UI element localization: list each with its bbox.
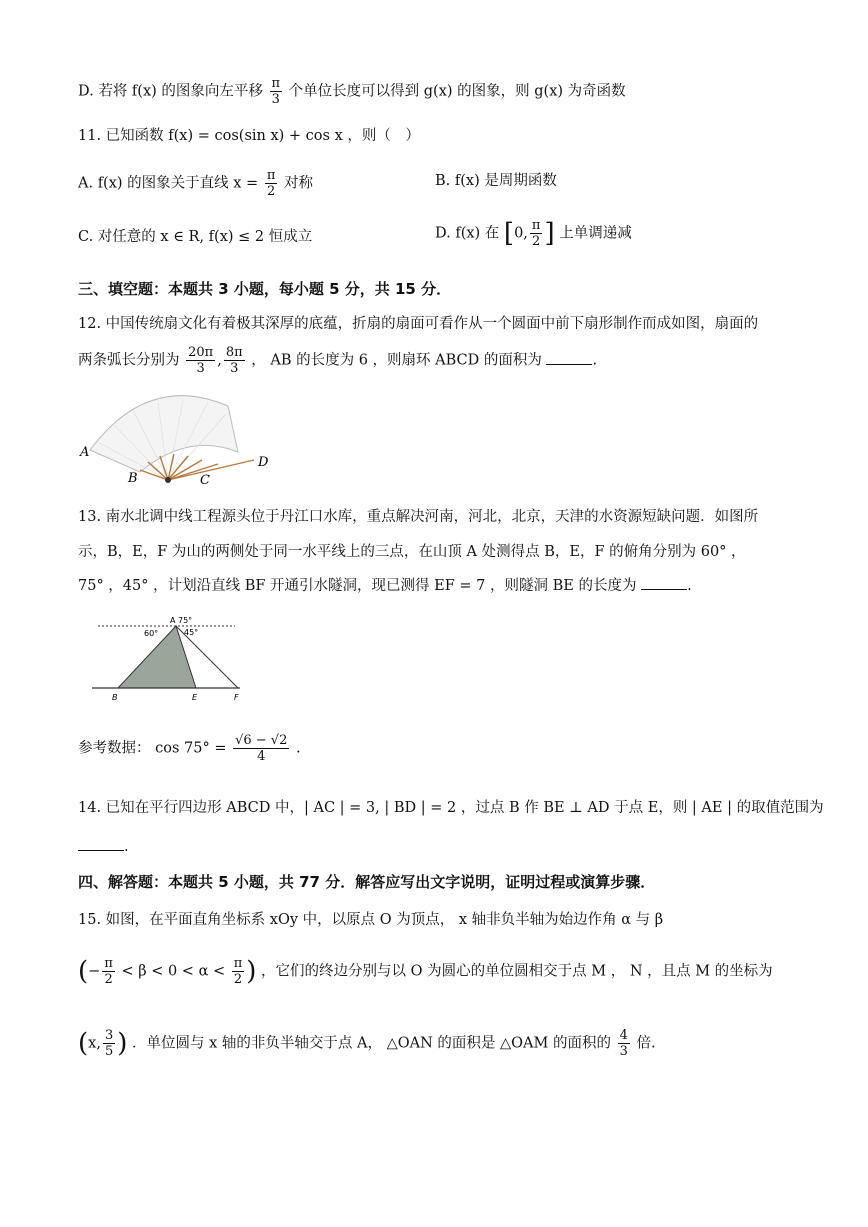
fraction: $\frac{\pi}{2}$ bbox=[266, 168, 276, 199]
q12-line2: 两条弧长分别为 $\frac{20\pi}{3}$ , $\frac{8\pi}{3}$ ， AB 的长度为 6 ，则扇环 ABCD 的面积为 . bbox=[78, 345, 598, 376]
fraction: $\frac{\pi}{2}$ bbox=[233, 956, 243, 987]
q10-d-text-end: 个单位长度可以得到 g(x) 的图象，则 g(x) 为奇函数 bbox=[288, 83, 626, 100]
q14-line1: 14. 已知在平行四边形 ABCD 中，| AC | = 3, | BD | = 2 ，过点 B 作 BE ⊥ AD 于点 E，则 | AE | 的取值范围为 bbox=[78, 800, 824, 816]
fraction: $\frac{\pi}{2}$ bbox=[531, 218, 541, 249]
fraction: $\frac{\pi}{3}$ bbox=[271, 76, 281, 107]
angle-45: 45° bbox=[184, 628, 199, 637]
q11-option-c: C. 对任意的 x ∈ R, f(x) ≤ 2 恒成立 bbox=[78, 229, 313, 245]
q11-stem: 11. 已知函数 f(x) = cos(sin x) + cos x ，则（ ） bbox=[78, 128, 420, 144]
q10-option-d bbox=[78, 76, 626, 107]
angle-60: 60° bbox=[144, 629, 159, 638]
fraction: $\frac{\pi}{2}$ bbox=[104, 956, 113, 987]
q13-line2: 示，B，E，F 为山的两侧处于同一水平线上的三点，在山顶 A 处测得点 B，E，F 的俯角分别为 60° ， bbox=[78, 544, 746, 560]
q10-d-text: D. 若将 f(x) 的图象向左平移 bbox=[78, 83, 263, 100]
fraction: $\frac{8\pi}{3}$ bbox=[225, 345, 243, 376]
mountain-label-a: A bbox=[170, 616, 176, 625]
answer-blank bbox=[546, 350, 592, 365]
q15-line3: (x, $\frac{3}{5}$ ) ．单位圆与 x 轴的非负半轴交于点 A， △OAN 的面积是 △OAM 的面积的 $\frac{4}{3}$ 倍. bbox=[78, 1028, 656, 1059]
q13-reference-data: 参考数据： cos 75° = $\frac{√6 - √2}{4}$ . bbox=[78, 733, 301, 764]
q11-option-d: D. f(x) 在 [0, $\frac{\pi}{2}$ ] 上单调递减 bbox=[435, 218, 632, 249]
section-4-heading: 四、解答题：本题共 5 小题，共 77 分．解答应写出文字说明，证明过程或演算步骤． bbox=[78, 873, 656, 891]
section-3-heading: 三、填空题：本题共 3 小题，每小题 5 分，共 15 分． bbox=[78, 280, 452, 298]
fan-label-d: D bbox=[258, 455, 269, 470]
fraction: $\frac{√6 - √2}{4}$ bbox=[235, 733, 288, 764]
answer-blank bbox=[78, 836, 124, 851]
fan-label-a: A bbox=[80, 445, 90, 460]
q13-line3: 75° ，45° ，计划沿直线 BF 开通引水隧洞，现已测得 EF = 7 ，则隧洞 BE 的长度为 . bbox=[78, 575, 692, 597]
q13-line1: 13. 南水北调中线工程源头位于丹江口水库，重点解决河南，河北，北京，天津的水资源短缺问题．如图所 bbox=[78, 509, 759, 525]
mountain-label-f: F bbox=[234, 693, 239, 702]
angle-75: 75° bbox=[178, 616, 193, 625]
mountain-label-b: B bbox=[112, 693, 118, 702]
q12-line1: 12. 中国传统扇文化有着极其深厚的底蕴，折扇的扇面可看作从一个圆面中前下扇形制作而成如图，扇面的 bbox=[78, 316, 759, 332]
fraction: $\frac{3}{5}$ bbox=[104, 1028, 114, 1059]
mountain-label-e: E bbox=[192, 693, 198, 702]
q15-line1: 15. 如图，在平面直角坐标系 xOy 中，以原点 O 为顶点， x 轴非负半轴为始边作角 α 与 β bbox=[78, 912, 664, 928]
fan-label-b: B bbox=[128, 471, 138, 486]
fraction: $\frac{4}{3}$ bbox=[619, 1028, 628, 1059]
q14-line2: . bbox=[78, 836, 129, 858]
q11-option-b: B. f(x) 是周期函数 bbox=[435, 173, 557, 189]
fraction: $\frac{20\pi}{3}$ bbox=[188, 345, 214, 376]
fan-label-c: C bbox=[200, 473, 210, 488]
q11-option-a: A. f(x) 的图象关于直线 x = $\frac{\pi}{2}$ 对称 bbox=[78, 168, 313, 199]
mountain-figure bbox=[90, 612, 250, 704]
answer-blank bbox=[641, 575, 687, 590]
folding-fan-figure bbox=[78, 392, 278, 492]
q15-line2: (− $\frac{\pi}{2}$ < β < 0 < α < $\frac{\pi}{2}$ ) ，它们的终边分别与以 O 为圆心的单位圆相交于点 M ， N ，且点 M 的坐标为 bbox=[78, 956, 773, 987]
